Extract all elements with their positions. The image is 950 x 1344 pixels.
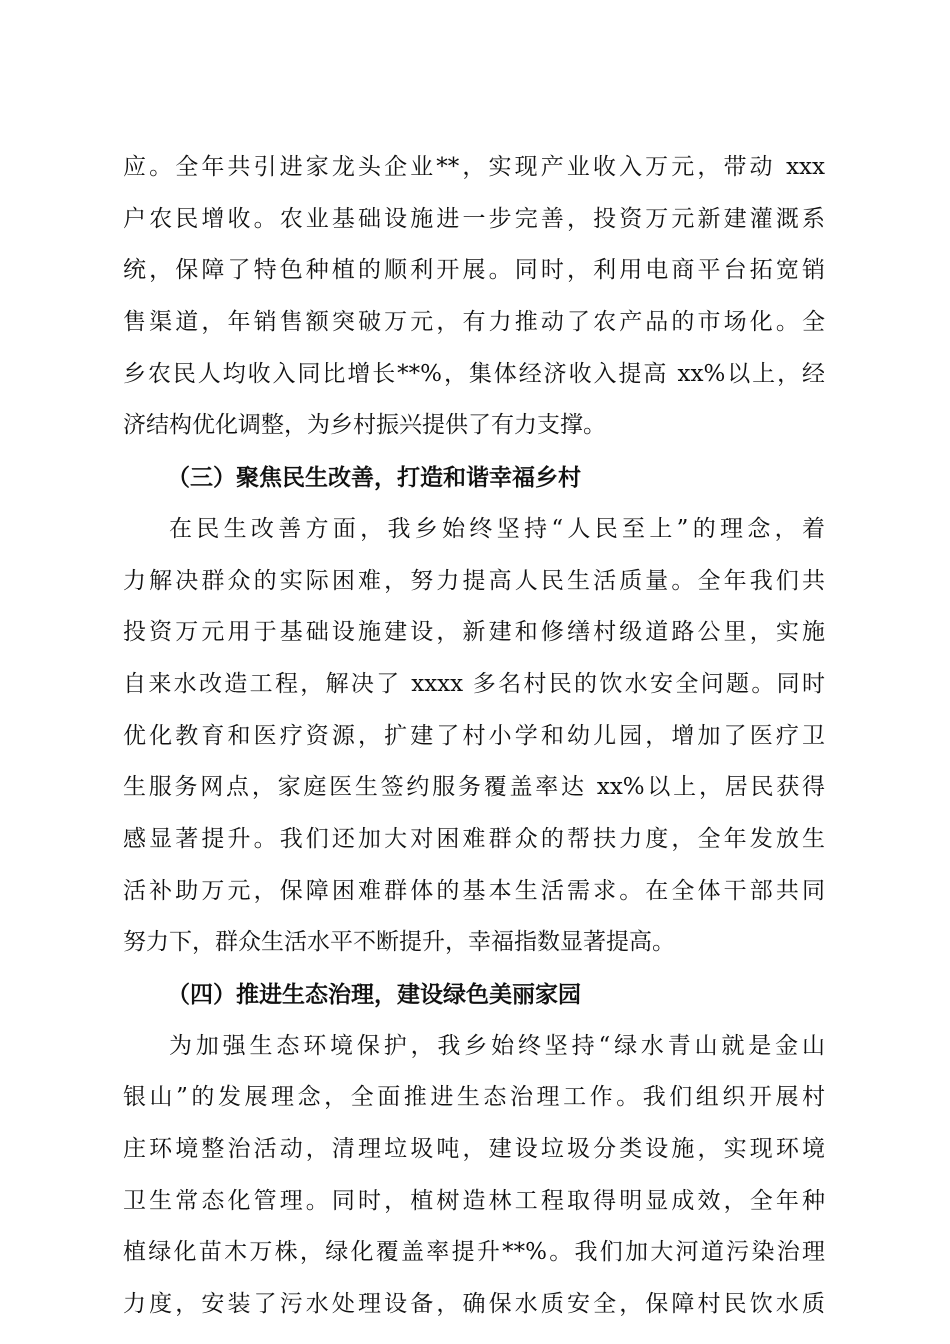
text-line: 生服务网点，家庭医生签约服务覆盖率达 xx%以上，居民获得: [123, 774, 825, 801]
text-line: 济结构优化调整，为乡村振兴提供了有力支撑。: [123, 412, 606, 439]
text-line: 在民生改善方面，我乡始终坚持“人民至上”的理念，着: [169, 515, 825, 542]
section-heading-livelihood: （三）聚焦民生改善，打造和谐幸福乡村: [167, 464, 581, 492]
text-line: 活补助万元，保障困难群体的基本生活需求。在全体干部共同: [123, 877, 825, 904]
text-line: 户农民增收。农业基础设施进一步完善，投资万元新建灌溉系: [123, 205, 825, 232]
text-line: 统，保障了特色种植的顺利开展。同时，利用电商平台拓宽销: [123, 257, 825, 284]
text-line: 卫生常态化管理。同时，植树造林工程取得明显成效，全年种: [123, 1187, 825, 1214]
text-line: 优化教育和医疗资源，扩建了村小学和幼儿园，增加了医疗卫: [123, 722, 825, 749]
paragraph-livelihood: [123, 504, 825, 969]
document-body: [123, 142, 825, 1331]
text-line: 应。全年共引进家龙头企业**，实现产业收入万元，带动 xxx: [123, 154, 825, 180]
text-line: 自来水改造工程，解决了 xxxx 多名村民的饮水安全问题。同时: [123, 670, 825, 697]
text-line: 力解决群众的实际困难，努力提高人民生活质量。全年我们共: [123, 567, 825, 594]
text-line: 植绿化苗木万株，绿化覆盖率提升**%。我们加大河道污染治理: [123, 1239, 825, 1266]
text-line: 乡农民人均收入同比增长**%，集体经济收入提高 xx%以上，经: [123, 360, 825, 387]
text-line: 售渠道，年销售额突破万元，有力推动了农产品的市场化。全: [123, 309, 825, 336]
text-line: 感显著提升。我们还加大对困难群众的帮扶力度，全年发放生: [123, 825, 825, 852]
text-line: 为加强生态环境保护，我乡始终坚持“绿水青山就是金山: [169, 1032, 825, 1059]
paragraph-industry-development: [123, 142, 825, 452]
paragraph-ecology: [123, 1021, 825, 1331]
text-line: 力度，安装了污水处理设备，确保水质安全，保障村民饮水质: [123, 1291, 825, 1318]
text-line: 努力下，群众生活水平不断提升，幸福指数显著提高。: [123, 929, 675, 956]
text-line: 庄环境整治活动，清理垃圾吨，建设垃圾分类设施，实现环境: [123, 1136, 825, 1163]
section-heading-ecology: （四）推进生态治理，建设绿色美丽家园: [167, 981, 581, 1008]
text-line: 银山”的发展理念，全面推进生态治理工作。我们组织开展村: [123, 1084, 825, 1111]
text-line: 投资万元用于基础设施建设，新建和修缮村级道路公里，实施: [123, 619, 825, 646]
